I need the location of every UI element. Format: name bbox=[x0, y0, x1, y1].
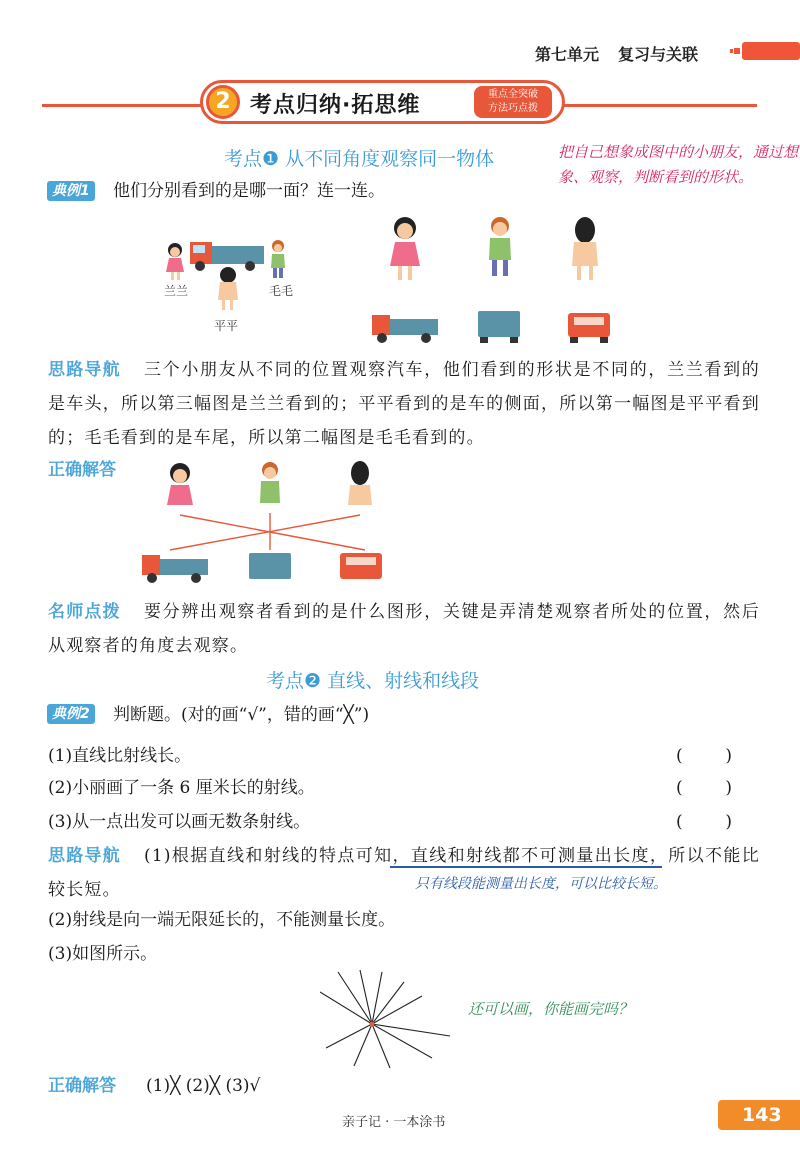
judge-item-1: (1)直线比射线长。 bbox=[48, 746, 192, 766]
ray-line bbox=[372, 982, 404, 1024]
judge-answer-slot-3[interactable] bbox=[676, 809, 732, 835]
lanlan-front-figure bbox=[390, 217, 420, 280]
answer-truck-side bbox=[142, 555, 208, 583]
match-line-lanlan bbox=[180, 515, 365, 550]
topic2-title: 考点❷ 直线、射线和线段 bbox=[266, 670, 480, 692]
ray-line bbox=[326, 1024, 372, 1048]
label-pingping: 平平 bbox=[214, 319, 239, 333]
truck-views bbox=[370, 305, 620, 350]
handwritten-note-2 bbox=[415, 873, 667, 893]
judge-item-3: (3)从一点出发可以画无数条射线。 bbox=[48, 812, 311, 832]
observer-figures bbox=[380, 210, 620, 290]
example2-tag: 典例2 bbox=[47, 704, 95, 724]
topic1-title: 考点❶ 从不同角度观察同一物体 bbox=[224, 148, 495, 170]
topic2-guide-text: (1)根据直线和射线的特点可知，直线和射线都不可测量出长度，所以不能比较长短。 bbox=[48, 846, 760, 900]
judge-answer-slot-2[interactable] bbox=[676, 775, 732, 801]
paren-open: ( bbox=[676, 778, 683, 798]
answer-truck-front bbox=[340, 553, 382, 579]
matching-diagram bbox=[140, 455, 400, 590]
ray-line bbox=[372, 1024, 390, 1068]
handwritten-note-1 bbox=[558, 140, 798, 190]
truck-figure bbox=[190, 242, 264, 271]
topic1-tip-label: 名师点拨 bbox=[48, 602, 121, 622]
footer-text: 亲子记 · 一本涂书 bbox=[342, 1115, 446, 1130]
truck-side-view bbox=[372, 315, 438, 343]
maomao-front-figure bbox=[489, 217, 511, 276]
truck-back-view bbox=[478, 311, 520, 343]
example1-tag: 典例1 bbox=[47, 181, 95, 201]
example2-question: 判断题。(对的画“√”，错的画“╳”) bbox=[113, 705, 370, 725]
topic2-guide-label: 思路导航 bbox=[48, 846, 121, 866]
ray-line bbox=[338, 972, 372, 1024]
topic1-tip-text: 要分辨出观察者看到的是什么图形，关键是弄清楚观察者所处的位置，然后从观察者的角度去观察。 bbox=[48, 602, 760, 656]
paren-close: ) bbox=[725, 778, 732, 798]
ray-origin-point bbox=[370, 1022, 375, 1027]
topic1-guide-text: 三个小朋友从不同的位置观察汽车，他们看到的形状是不同的，兰兰看到的是车头，所以第三幅图是兰兰看到的；平平看到的是车的侧面，所以第一幅图是平平看到的；毛毛看到的是车尾，所以第二幅图是毛毛看到的。 bbox=[48, 360, 760, 448]
boy-maomao-figure bbox=[271, 240, 285, 278]
topic2-guide-line3: (3)如图所示。 bbox=[48, 944, 158, 964]
scene-illustration bbox=[160, 230, 300, 330]
label-maomao: 毛毛 bbox=[269, 284, 294, 298]
match-line-pingping bbox=[170, 515, 360, 550]
ray-line bbox=[354, 1024, 372, 1066]
pingping-back-figure bbox=[572, 217, 598, 280]
note1-text: 把自己想象成图中的小朋友，通过想象、观察，判断看到的形状。 bbox=[558, 143, 799, 186]
rays-diagram bbox=[320, 970, 460, 1070]
note2-text: 只有线段能测量出长度，可以比较长短。 bbox=[415, 876, 667, 892]
banner-title: 考点归纳·拓思维 bbox=[250, 93, 421, 118]
ray-line bbox=[372, 996, 422, 1024]
girl-lanlan-figure bbox=[166, 243, 184, 280]
example1-question: 他们分别看到的是哪一面？连一连。 bbox=[113, 181, 385, 201]
paren-close: ) bbox=[725, 812, 732, 832]
answer-truck-back bbox=[249, 553, 291, 579]
badge-line2: 方法巧点拨 bbox=[488, 103, 538, 114]
girl-pingping-figure bbox=[218, 267, 238, 310]
topic1-answer-label: 正确解答 bbox=[48, 460, 116, 480]
handwritten-underline bbox=[390, 866, 662, 868]
paren-close: ) bbox=[725, 746, 732, 766]
paren-open: ( bbox=[676, 812, 683, 832]
ray-line bbox=[320, 992, 372, 1024]
answer-maomao-figure bbox=[260, 462, 280, 503]
topic2-answer-label: 正确解答 bbox=[48, 1076, 116, 1096]
answer-lanlan-figure bbox=[167, 463, 193, 505]
label-lanlan: 兰兰 bbox=[164, 284, 189, 298]
banner-badge bbox=[474, 86, 552, 118]
ray-line bbox=[360, 970, 372, 1024]
judge-item-2: (2)小丽画了一条 6 厘米长的射线。 bbox=[48, 778, 315, 798]
topic2-answer-text: (1)╳ (2)╳ (3)√ bbox=[146, 1076, 261, 1096]
topic1-tip bbox=[48, 595, 760, 663]
badge-line1: 重点全突破 bbox=[488, 89, 538, 100]
header-stripe bbox=[730, 40, 800, 62]
chapter-title: 第七单元 bbox=[535, 45, 600, 64]
truck-front-view bbox=[568, 313, 610, 343]
topic1-guide bbox=[48, 353, 760, 455]
page-number: 143 bbox=[718, 1100, 800, 1130]
banner-number: 2 bbox=[206, 85, 240, 119]
ray-line bbox=[372, 972, 382, 1024]
judge-answer-slot-1[interactable] bbox=[676, 743, 732, 769]
section-title: 复习与关联 bbox=[618, 45, 699, 64]
answer-pingping-figure bbox=[348, 461, 372, 505]
topic2-guide-line2: (2)射线是向一端无限延长的，不能测量长度。 bbox=[48, 910, 396, 930]
topic1-guide-label: 思路导航 bbox=[48, 360, 121, 380]
paren-open: ( bbox=[676, 746, 683, 766]
note3-text: 还可以画，你能画完吗？ bbox=[468, 1000, 634, 1018]
handwritten-note-3 bbox=[468, 998, 633, 1019]
